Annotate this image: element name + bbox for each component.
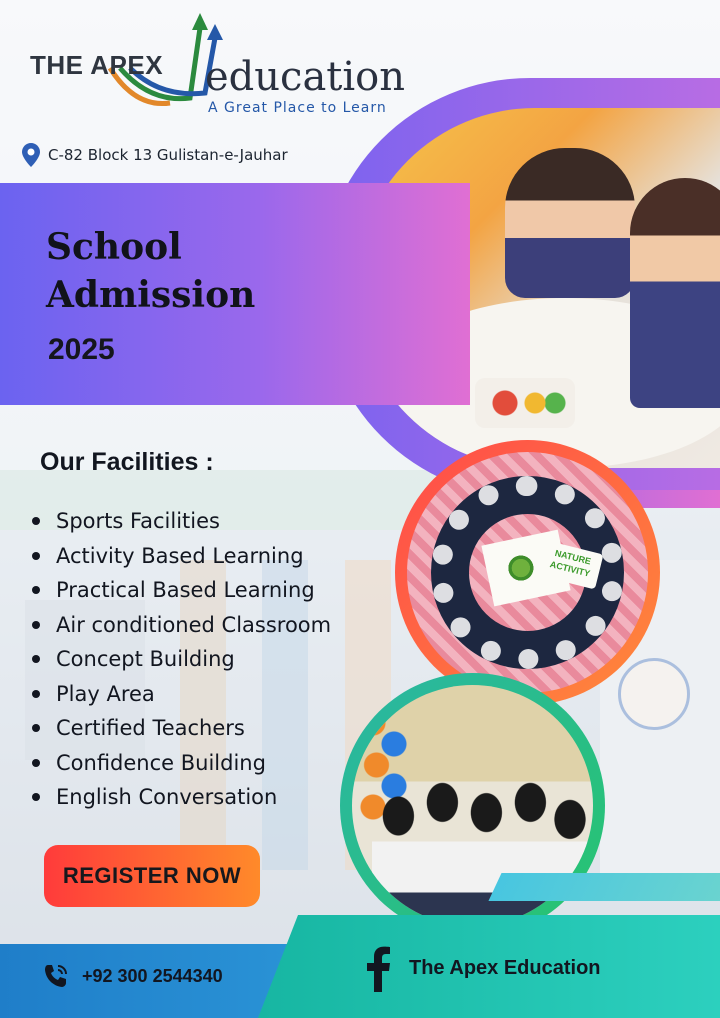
- list-item: [30, 746, 331, 781]
- facility-label: Confidence Building: [56, 750, 266, 775]
- nature-activity-photo: [407, 452, 648, 693]
- bullet-icon: [32, 690, 40, 698]
- admission-banner: [0, 183, 470, 405]
- accent-slant: [488, 873, 720, 901]
- facebook-page-name: The Apex Education: [409, 956, 601, 979]
- facility-label: English Conversation: [56, 785, 278, 810]
- facility-label: Certified Teachers: [56, 716, 245, 741]
- admission-year: 2025: [48, 333, 115, 366]
- bullet-icon: [32, 621, 40, 629]
- list-item: [30, 504, 331, 539]
- facebook-link[interactable]: [365, 944, 601, 992]
- bullet-icon: [32, 759, 40, 767]
- logo-brand: THE APEX: [30, 50, 164, 80]
- bullet-icon: [32, 517, 40, 525]
- logo-tagline: A Great Place to Learn: [208, 100, 387, 116]
- school-logo: [30, 8, 405, 123]
- location-pin-icon: [22, 143, 40, 167]
- phone-icon: [42, 962, 70, 990]
- facility-label: Sports Facilities: [56, 509, 220, 534]
- facilities-list: [30, 504, 331, 815]
- bullet-icon: [32, 586, 40, 594]
- list-item: [30, 539, 331, 574]
- facilities-title: Our Facilities :: [40, 448, 214, 476]
- facility-label: Play Area: [56, 681, 155, 706]
- address: [22, 143, 288, 167]
- logo-wordmark: education: [205, 54, 405, 100]
- phone-number: +92 300 2544340: [82, 965, 223, 986]
- facility-label: Air conditioned Classroom: [56, 612, 332, 637]
- phone-contact[interactable]: [42, 962, 223, 990]
- list-item: [30, 642, 331, 677]
- headline-line2: Admission: [46, 274, 256, 316]
- bullet-icon: [32, 655, 40, 663]
- address-text: C-82 Block 13 Gulistan-e-Jauhar: [48, 146, 288, 164]
- bullet-icon: [32, 552, 40, 560]
- list-item: [30, 608, 331, 643]
- nature-activity-photo-frame: [395, 440, 660, 705]
- nature-activity-label: NATURE ACTIVITY: [539, 541, 604, 590]
- students-group: [372, 765, 592, 926]
- list-item: [30, 573, 331, 608]
- list-item: [30, 677, 331, 712]
- list-item: [30, 780, 331, 815]
- facility-label: Concept Building: [56, 647, 235, 672]
- facility-label: Activity Based Learning: [56, 543, 304, 568]
- bullet-icon: [32, 724, 40, 732]
- facility-label: Practical Based Learning: [56, 578, 315, 603]
- bullet-icon: [32, 793, 40, 801]
- headline: [46, 223, 255, 319]
- headline-line1: School: [46, 226, 182, 268]
- list-item: [30, 711, 331, 746]
- facebook-icon: [365, 944, 391, 992]
- register-now-button[interactable]: REGISTER NOW: [44, 845, 260, 907]
